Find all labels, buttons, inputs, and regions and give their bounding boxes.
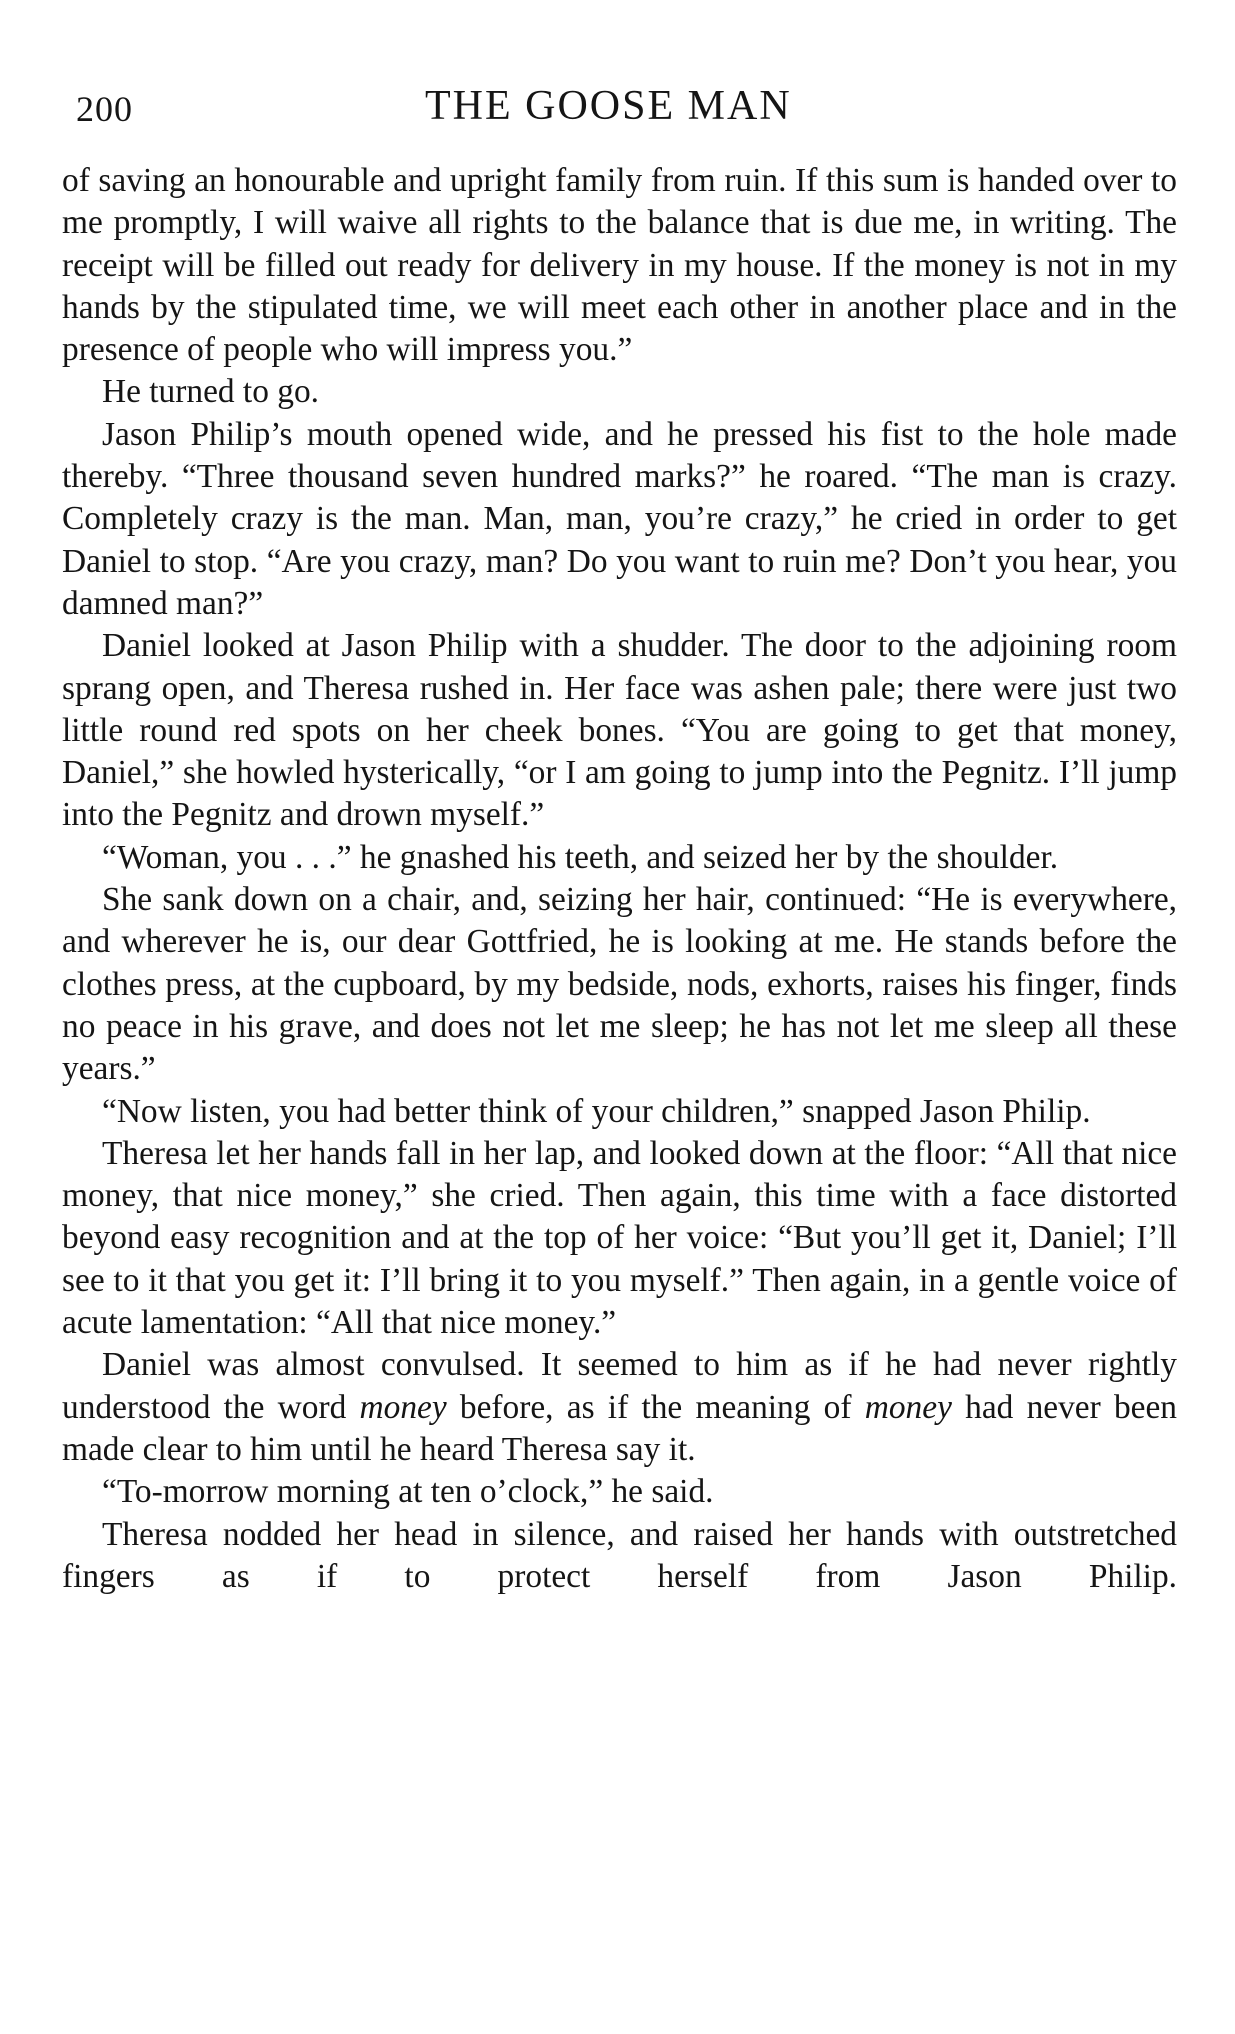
paragraph-money [62,1344,1177,1471]
paragraph: Theresa nodded her head in silence, and raised her hands with outstretched fingers as if to protect herself from Jason Philip. [62,1515,1177,1595]
paragraph: “Woman, you . . .” he gnashed his teeth, and seized her by the shoulder. [102,838,1059,876]
body-text [62,160,1177,1598]
italic-emphasis: money [864,1388,952,1426]
page-header [70,78,1180,138]
text-run: Daniel was almost convulsed. It seemed to him as if he had never rightly understood the word [62,1346,1177,1426]
paragraph: Jason Philip’s mouth opened wide, and he pressed his fist to the hole made thereby. “Three thousand seven hundred marks?” he roared. “The man is crazy. Completely crazy is the man. Man, man, you’re crazy,” he cried in order to get Daniel to stop. “Are you crazy, man? Do you want to ruin me? Don’t you hear, you damned man?” [62,415,1177,622]
paragraph: He turned to go. [102,373,319,411]
running-head: THE GOOSE MAN [425,83,792,129]
page-number: 200 [76,89,133,129]
paragraph: She sank down on a chair, and, seizing her hair, continued: “He is everywhere, and wherever he is, our dear Gottfried, he is looking at me. He stands before the clothes press, at the cupboard, by my bedside, nods, exhorts, raises his finger, finds no peace in his grave, and does not let me sleep; he has not let me sleep all these years.” [62,881,1177,1088]
text-run: before, as if the meaning of [446,1388,865,1426]
paragraph: of saving an honourable and upright family from ruin. If this sum is handed over to me promptly, I will waive all rights to the balance that is due me, in writing. The receipt will be filled out ready for delivery in my house. If the money is not in my hands by the stipulated time, we will meet each other in another place and in the presence of people who will impress you.” [62,162,1177,369]
paragraph: Daniel looked at Jason Philip with a shudder. The door to the adjoining room sprang open, and Theresa rushed in. Her face was ashen pale; there were just two little round red spots on her cheek bones. “You are going to get that money, Daniel,” she howled hysterically, “or I am going to jump into the Pegnitz. I’ll jump into the Pegnitz and drown myself.” [62,627,1177,834]
italic-emphasis: money [359,1388,447,1426]
paragraph: “To-morrow morning at ten o’clock,” he said. [102,1473,714,1511]
paragraph: Theresa let her hands fall in her lap, and looked down at the floor: “All that nice money, that nice money,” she cried. Then again, this time with a face distorted beyond easy recognition and at the top of her voice: “But you’ll get it, Daniel; I’ll see to it that you get it: I’ll bring it to you myself.” Then again, in a gentle voice of acute lamentation: “All that nice money.” [62,1134,1177,1342]
paragraph: “Now listen, you had better think of your children,” snapped Jason Philip. [102,1092,1091,1130]
text-run: had never been made clear to him until he heard Theresa say it. [62,1388,1178,1468]
